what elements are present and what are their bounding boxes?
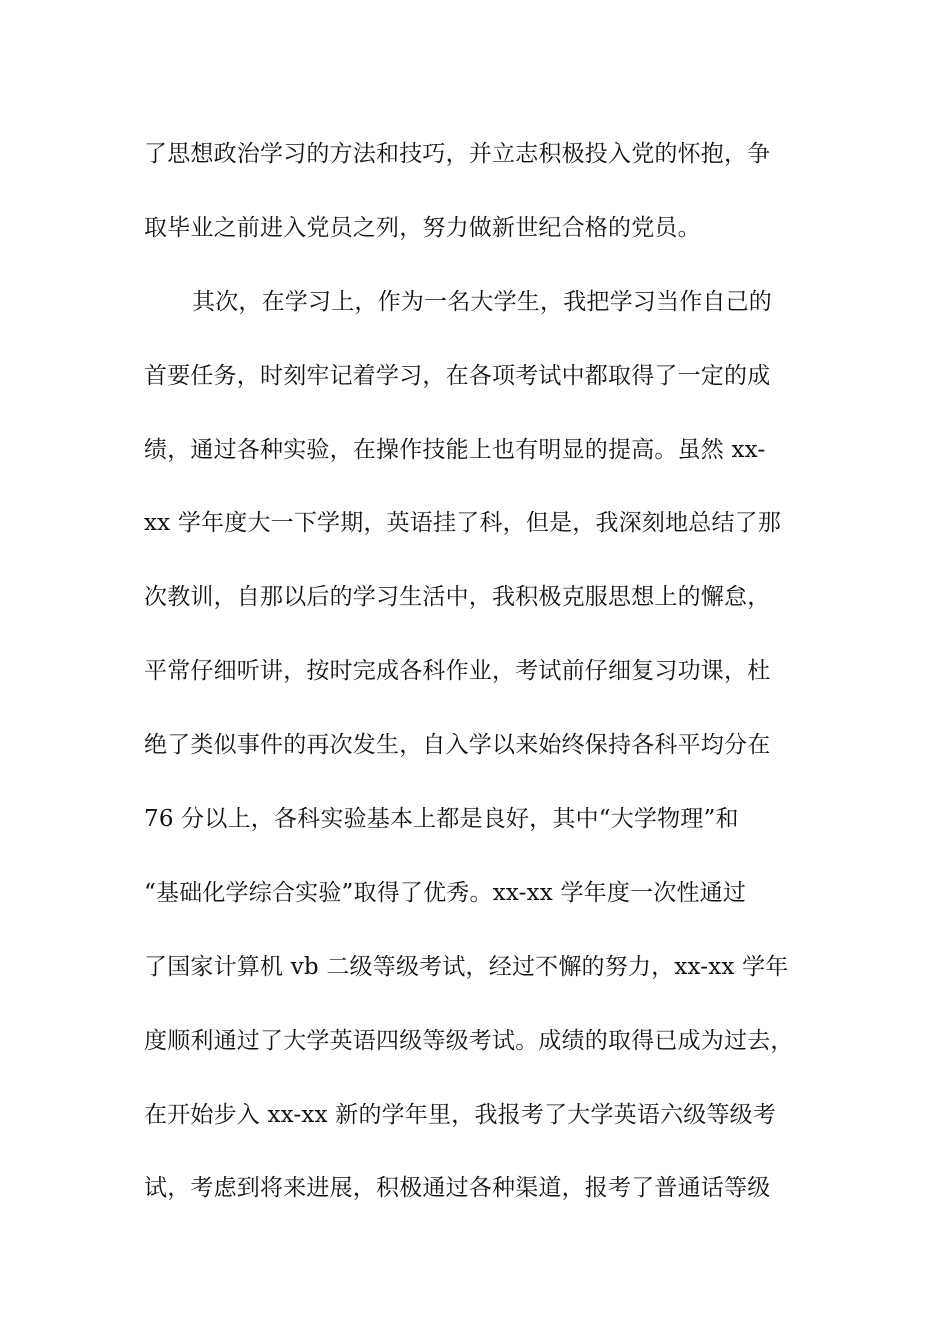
text-line: 试，考虑到将来进展，积极通过各种渠道，报考了普通话等级 — [144, 1175, 771, 1202]
text-line: 首要任务，时刻牢记着学习，在各项考试中都取得了一定的成 — [144, 362, 771, 389]
text-line: 了思想政治学习的方法和技巧，并立志积极投入党的怀抱，争 — [144, 141, 771, 167]
text-line: 76 分以上，各科实验基本上都是良好，其中“大学物理”和 — [144, 806, 739, 833]
text-line: xx 学年度大一下学期，英语挂了科，但是，我深刻地总结了那 — [144, 510, 782, 537]
text-line: 在开始步入 xx-xx 新的学年里，我报考了大学英语六级等级考 — [144, 1101, 777, 1128]
text-line: 绩，通过各种实验，在操作技能上也有明显的提高。虽然 xx- — [144, 436, 766, 463]
text-line: 度顺利通过了大学英语四级等级考试。成绩的取得已成为过去， — [144, 1027, 794, 1054]
paragraph-start-line: 其次，在学习上，作为一名大学生，我把学习当作自己的 — [192, 288, 772, 315]
text-line: “基础化学综合实验”取得了优秀。xx-xx 学年度一次性通过 — [144, 879, 747, 906]
text-line: 次教训，自那以后的学习生活中，我积极克服思想上的懈怠， — [144, 584, 771, 611]
text-line: 绝了类似事件的再次发生，自入学以来始终保持各科平均分在 — [144, 732, 771, 759]
body-text — [144, 124, 824, 1232]
text-line: 取毕业之前进入党员之列，努力做新世纪合格的党员。 — [144, 214, 701, 241]
text-line: 了国家计算机 vb 二级等级考试，经过不懈的努力，xx-xx 学年 — [144, 953, 789, 980]
text-line: 平常仔细听讲，按时完成各科作业，考试前仔细复习功课，杜 — [144, 658, 771, 685]
